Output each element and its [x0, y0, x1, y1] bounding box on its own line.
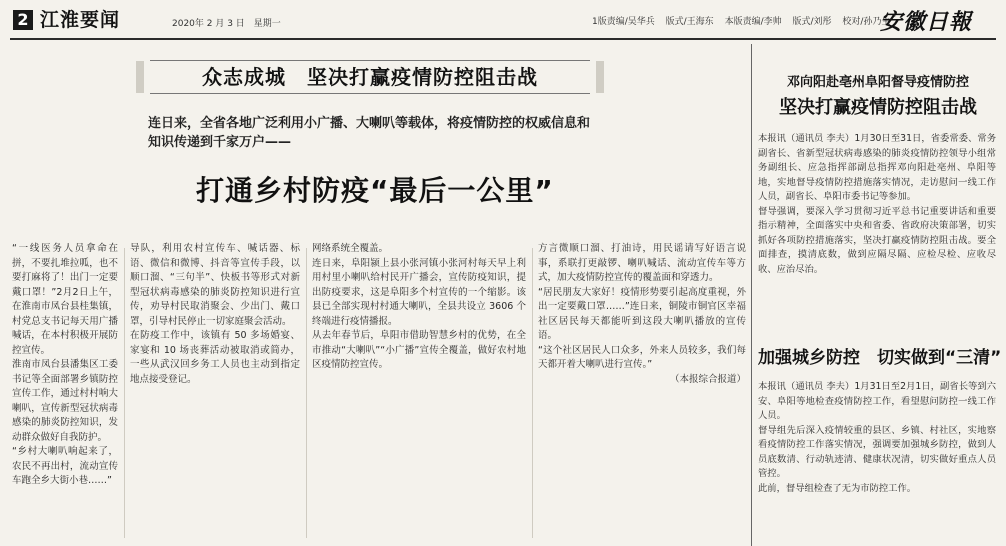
text-column: [312, 242, 526, 542]
side-article-headline: 坚决打赢疫情防控阻击战: [779, 97, 977, 118]
paragraph: 连日来，阜阳颍上县小张河镇小张河村每天早上利用村里小喇叭给村民开广播会，宣传防疫知识，提出防疫要求，这是阜阳多个村宣传的一个缩影。该县已全部实现村村通大喇叭，全县共设立 3606 个终端进行疫情播报。: [312, 257, 526, 327]
side-articles: [758, 44, 1002, 546]
lead-article: [10, 44, 748, 546]
paragraph: 网络系统全覆盖。: [312, 243, 389, 254]
masthead-logo: 安徽日報: [880, 9, 973, 35]
article-deck: [148, 114, 618, 152]
article-headline: 打通乡村防疫“最后一公里”: [196, 174, 554, 207]
text-column: [130, 242, 300, 542]
paragraph: “一线医务人员拿命在拼，不要扎堆拉呱，也不要打麻将了！出门一定要戴口罩！”2月2日上午，在淮南市凤台县桂集镇，村党总支书记每天用广播喊话，在本村积极开展防控宣传。: [12, 243, 118, 356]
paragraph: 淮南市凤台县潘集区工委书记等全面部署乡镇防控宣传工作，通过村村响大喇叭，宣传新型冠状病毒感染的肺炎防控知识，发动群众做好自我防护。: [12, 359, 118, 443]
column-divider: [124, 248, 125, 538]
editor-credits: [592, 17, 898, 28]
side-article-headline: 加强城乡防控 切实做到“三清”: [758, 348, 1002, 368]
paragraph: 方言微顺口溜、打油诗，用民谣请写好语言说事，系联打更敲锣、喇叭喊话、流动宣传车等方式，加大疫情防控宣传的覆盖面和穿透力。: [538, 243, 746, 283]
paragraph: “这个社区居民人口众多，外来人员较多，我们每天都开着大喇叭进行宣传。”: [538, 344, 746, 370]
deck-line: 知识传递到千家万户——: [148, 135, 292, 150]
column-divider: [306, 248, 307, 538]
editor-credit: 1版责编/吴华兵: [592, 17, 655, 27]
editor-credit: 本版责编/李帅: [724, 17, 782, 27]
paragraph: 本报讯（通讯员 李夫）1月30日至31日，省委常委、常务副省长、省新型冠状病毒感染的肺炎疫情防控领导小组常务副组长、应急指挥部副总指挥邓向阳赴亳州、阜阳等地，实地督导疫情防控措施落实情况，走访慰问一线工作人员，副省长、阜阳市委书记等参加。: [758, 133, 996, 202]
paragraph: 本报讯（通讯员 李夫）1月31日至2月1日，副省长等到六安、阜阳等地检查疫情防控工作，看望慰问防控一线工作人员。: [758, 381, 996, 421]
article-byline: （本报综合报道）: [669, 373, 746, 385]
page-header: [0, 0, 1006, 40]
editor-credit: 版式/王海东: [665, 17, 714, 27]
text-column: [538, 242, 746, 542]
page-number: 2: [13, 10, 33, 30]
paragraph: “乡村大喇叭响起来了，农民不再出村，流动宣传车跑全乡大街小巷……”: [12, 446, 118, 486]
deck-line: 连日来，全省各地广泛利用小广播、大喇叭等载体，将疫情防控的权威信息和: [148, 116, 591, 131]
section-divider: [751, 44, 752, 546]
issue-date: 2020年 2 月 3 日 星期一: [172, 19, 281, 29]
column-divider: [532, 248, 533, 538]
section-title: 江淮要闻: [40, 9, 121, 31]
topic-banner: 众志成城 坚决打赢疫情防控阻击战: [150, 60, 590, 94]
side-article-kicker: 邓向阳赴亳州阜阳督导疫情防控: [786, 75, 969, 90]
text-column: [12, 242, 118, 542]
side-article-body: [758, 132, 996, 320]
paragraph: “居民朋友大家好！疫情形势要引起高度重视，外出一定要戴口罩……”连日来，铜陵市铜官区幸福社区居民每天都能听到这段大喇叭播放的宣传语。: [538, 286, 746, 341]
editor-credit: 版式/刘彤: [792, 17, 832, 27]
paragraph: 从去年春节后，阜阳市借助智慧乡村的优势，在全市推动“大喇叭”“小广播”宣传全覆盖，做好农村地区疫情防控宣传。: [312, 330, 526, 370]
paragraph: 督导组先后深入疫情较重的县区、乡镇、村社区，实地察看疫情防控工作落实情况，强调要加强城乡防控，做到人员底数清、行动轨迹清、健康状况清，切实做好重点人员管控。: [758, 424, 996, 479]
paragraph: 督导强调，要深入学习贯彻习近平总书记重要讲话和重要指示精神，全面落实中央和省委、省政府决策部署，切实抓好各项防控措施落实，坚决打赢疫情防控阻击战。要全面排查，摸清底数，做到应隔尽隔、应检尽检、应收尽收、应治尽治。: [758, 205, 996, 275]
article-body: [12, 242, 746, 542]
paragraph: 导队，利用农村宣传车、喊话器、标语、微信和微博、抖音等宣传手段，以顺口溜、“三句半”、快板书等形式对新型冠状病毒感染的肺炎防控知识进行宣传，劝导村民取消聚会、少出门、戴口罩，引导村民停止一切家庭聚会活动。: [130, 243, 300, 327]
side-article-body: [758, 380, 996, 546]
paragraph: 此前，督导组检查了无为市防控工作。: [758, 482, 917, 494]
header-rule: [10, 38, 996, 40]
paragraph: 在防疫工作中，该镇有 50 多场婚宴、家宴和 10 场丧葬活动被取消或简办，一些从武汉回乡务工人员也主动到指定地点接受登记。: [130, 330, 300, 385]
editor-credit: 校对/孙乃生: [842, 17, 891, 27]
